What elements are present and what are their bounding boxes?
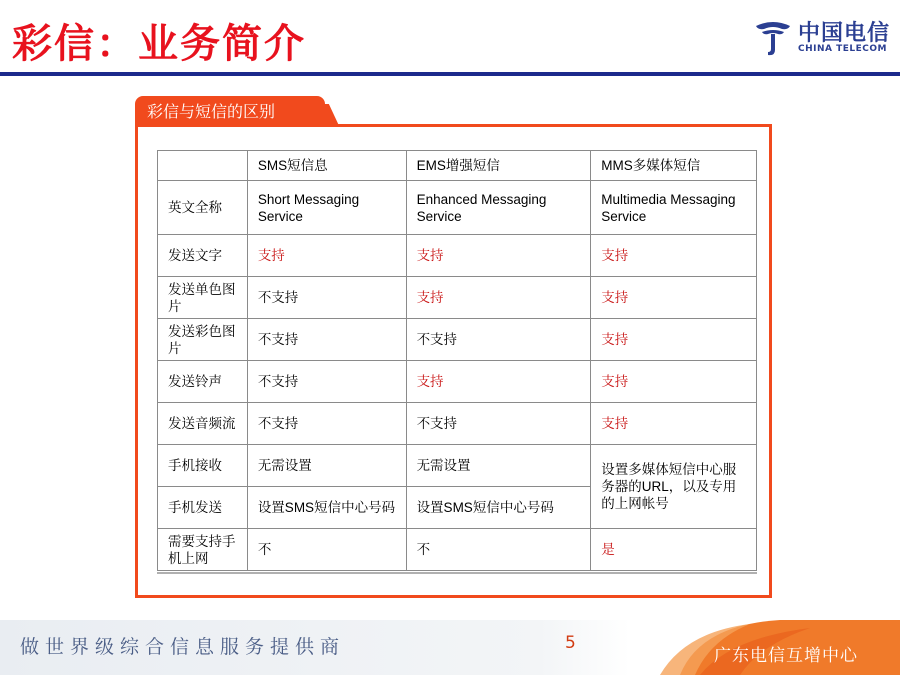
header-divider: [0, 72, 900, 76]
table-row: [158, 403, 757, 445]
china-telecom-logo: [752, 14, 892, 64]
row-label: 发送文字: [158, 235, 248, 277]
page-number: 5: [565, 633, 576, 653]
ems-cell: 无需设置: [406, 445, 591, 487]
ems-cell: 支持: [406, 277, 591, 319]
ems-cell: 不: [406, 529, 591, 571]
sms-cell: 不支持: [247, 319, 406, 361]
row-label: 英文全称: [158, 181, 248, 235]
table-row: [158, 277, 757, 319]
table-row: [158, 445, 757, 487]
table-row: [158, 235, 757, 277]
table-header-row: [158, 151, 757, 181]
mms-cell-merged: 设置多媒体短信中心服务器的URL，以及专用的上网帐号: [591, 445, 757, 529]
header-cell-sms: SMS短信息: [247, 151, 406, 181]
header-cell-mms: MMS多媒体短信: [591, 151, 757, 181]
header-cell-ems: EMS增强短信: [406, 151, 591, 181]
sms-cell: 支持: [247, 235, 406, 277]
sms-cell: 无需设置: [247, 445, 406, 487]
row-label: 需要支持手机上网: [158, 529, 248, 571]
header-cell-empty: [158, 151, 248, 181]
ems-cell: 支持: [406, 235, 591, 277]
page-title: 彩信：业务简介: [12, 21, 306, 67]
table-row: [158, 181, 757, 235]
table-bottom-shadow: [157, 572, 757, 574]
footer-slogan: 做世界级综合信息服务提供商: [20, 636, 346, 658]
row-label: 发送单色图片: [158, 277, 248, 319]
mms-cell: 支持: [591, 319, 757, 361]
table-row: [158, 529, 757, 571]
row-label: 发送铃声: [158, 361, 248, 403]
logo-chinese-text: 中国电信: [798, 21, 891, 46]
footer-center-name: 广东电信互增中心: [714, 646, 858, 666]
row-label: 发送彩色图片: [158, 319, 248, 361]
sms-cell: 不支持: [247, 403, 406, 445]
row-label: 发送音频流: [158, 403, 248, 445]
sms-cell: 不支持: [247, 361, 406, 403]
mms-cell: 支持: [591, 403, 757, 445]
ems-cell: 设置SMS短信中心号码: [406, 487, 591, 529]
ems-cell: 支持: [406, 361, 591, 403]
row-label: 手机发送: [158, 487, 248, 529]
mms-cell: 支持: [591, 235, 757, 277]
sms-cell: 不支持: [247, 277, 406, 319]
ems-cell: Enhanced Messaging Service: [406, 181, 591, 235]
mms-cell: 支持: [591, 277, 757, 319]
mms-cell: 是: [591, 529, 757, 571]
row-label: 手机接收: [158, 445, 248, 487]
sms-cell: 设置SMS短信中心号码: [247, 487, 406, 529]
section-tab: 彩信与短信的区别: [135, 96, 325, 126]
ems-cell: 不支持: [406, 403, 591, 445]
sms-cell: 不: [247, 529, 406, 571]
comparison-table: [157, 150, 757, 571]
mms-cell: 支持: [591, 361, 757, 403]
logo-english-text: CHINA TELECOM: [798, 44, 887, 54]
table-row: [158, 361, 757, 403]
table-row: [158, 319, 757, 361]
mms-cell: Multimedia Messaging Service: [591, 181, 757, 235]
ems-cell: 不支持: [406, 319, 591, 361]
china-telecom-emblem-icon: [752, 16, 794, 58]
sms-cell: Short Messaging Service: [247, 181, 406, 235]
